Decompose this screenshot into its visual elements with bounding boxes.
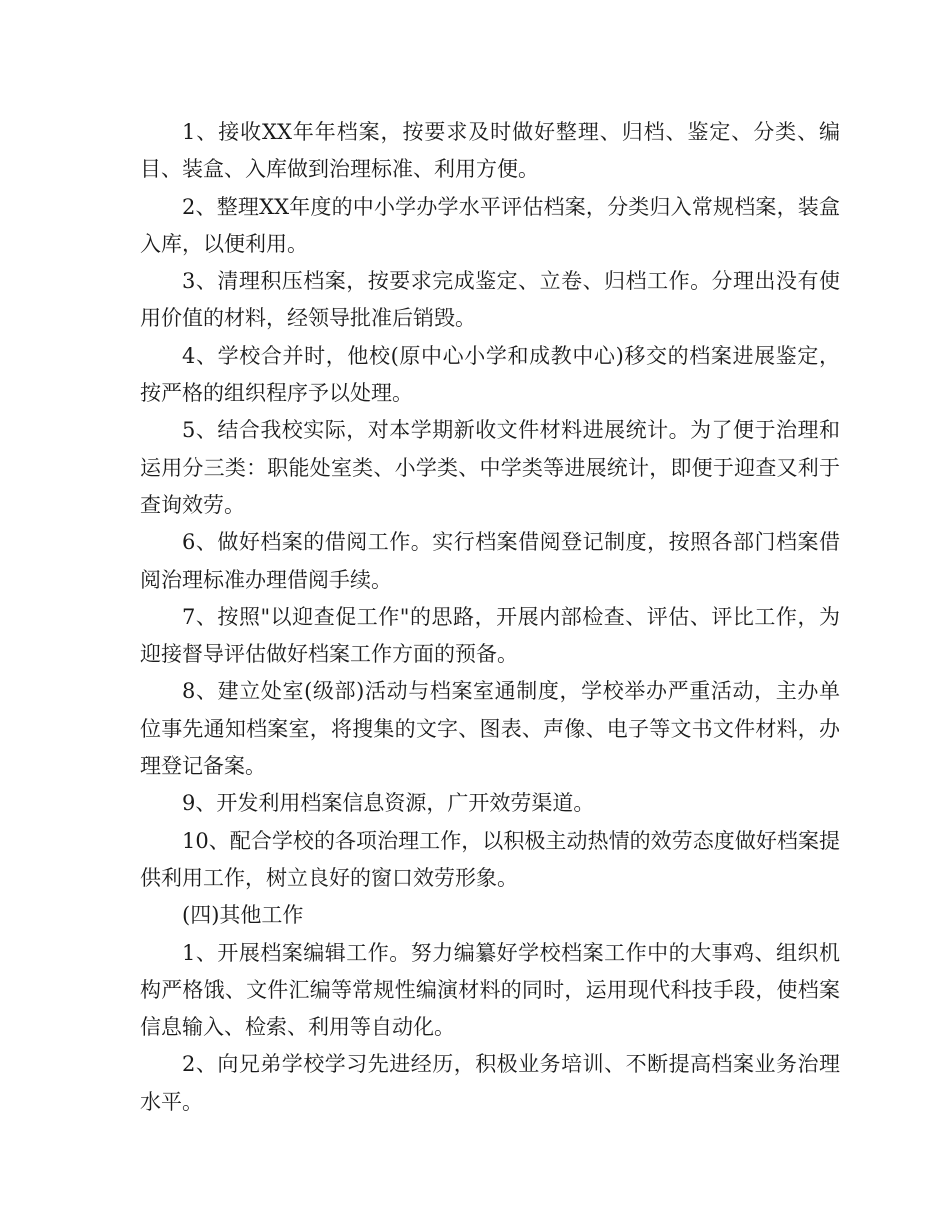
paragraph-5: 5、结合我校实际，对本学期新收文件材料进展统计。为了便于治理和运用分三类：职能处室类、小学类、中学类等进展统计，即便于迎查又利于查询效劳。 (140, 418, 840, 517)
paragraph-other-1: 1、开展档案编辑工作。努力编纂好学校档案工作中的大事鸡、组织机构严格饿、文件汇编等常规性编演材料的同时，运用现代科技手段，使档案信息输入、检索、利用等自动化。 (140, 940, 840, 1040)
paragraph-1: 1、接收XX年年档案，按要求及时做好整理、归档、鉴定、分类、编目、装盒、入库做到治理标准、利用方便。 (140, 120, 840, 182)
paragraph-3: 3、清理积压档案，按要求完成鉴定、立卷、归档工作。分理出没有使用价值的材料，经领导批准后销毁。 (140, 269, 840, 331)
section-heading-other-work: (四)其他工作 (182, 903, 304, 928)
paragraph-10: 10、配合学校的各项治理工作，以积极主动热情的效劳态度做好档案提供利用工作，树立良好的窗口效劳形象。 (140, 828, 840, 890)
paragraph-4: 4、学校合并时，他校(原中心小学和成教中心)移交的档案进展鉴定，按严格的组织程序予以处理。 (140, 343, 840, 406)
document-body (140, 114, 840, 1121)
paragraph-8: 8、建立处室(级部)活动与档案室通制度，学校举办严重活动，主办单位事先通知档案室，将搜集的文字、图表、声像、电子等文书文件材料，办理登记备案。 (140, 679, 840, 779)
paragraph-9: 9、开发利用档案信息资源，广开效劳渠道。 (182, 791, 595, 816)
paragraph-2: 2、整理XX年度的中小学办学水平评估档案，分类归入常规档案，装盒入库，以便利用。 (140, 194, 840, 256)
paragraph-7: 7、按照"以迎查促工作"的思路，开展内部检查、评估、评比工作，为迎接督导评估做好档案工作方面的预备。 (140, 604, 840, 667)
paragraph-other-2: 2、向兄弟学校学习先进经历，积极业务培训、不断提高档案业务治理水平。 (140, 1052, 840, 1114)
paragraph-6: 6、做好档案的借阅工作。实行档案借阅登记制度，按照各部门档案借阅治理标准办理借阅手续。 (140, 530, 840, 592)
